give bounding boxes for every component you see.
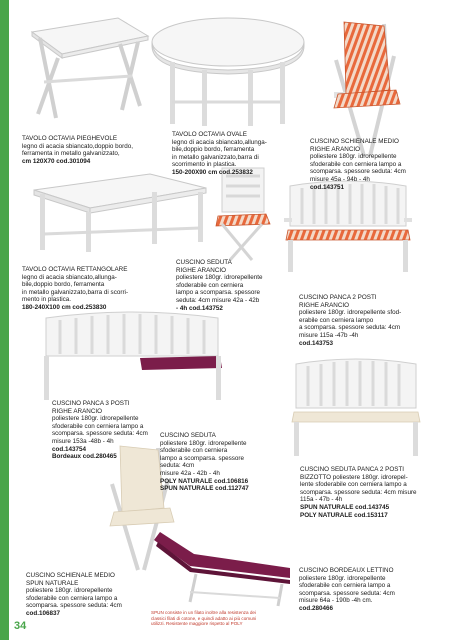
product-code: cod.106837 — [26, 609, 60, 617]
oval-table-image — [148, 10, 306, 128]
product-description: CUSCINO SEDUTA PANCA 2 POSTI BIZZOTTO poliestere 180gr. idrorepel- lente sfoderabile con cerniera lampo a scomparsa. spessore seduta: 4cm misure 115a - 47b - 4h — [300, 466, 417, 504]
product-code: cod.143754 Bordeaux cod.280465 — [52, 445, 117, 461]
product-description: TAVOLO OCTAVIA OVALE legno di acacia sbiancato,allunga- bile,doppio bordo, ferramenta in metallo galvanizzato,barra di scorrimento in plastica. — [172, 131, 267, 169]
product-code: - 4h cod.143752 — [176, 304, 223, 312]
product-description: CUSCINO SCHIENALE MEDIO RIGHE ARANCIO poliestere 180gr. idrorepellente sfoderabile con cerniera lampo a scomparsa. spessore seduta: 4cm misure 45a - 94b - 4h — [310, 138, 406, 183]
product-code: cod.143751 — [310, 183, 344, 191]
product-code: 180-240X100 cm cod.253830 — [22, 303, 107, 311]
product-description: CUSCINO SEDUTA RIGHE ARANCIO poliestere 180gr. idrorepellente sfoderabile con cerniera lampo a scomparsa. spessore seduta: 4cm misure 42a - 42b — [176, 259, 263, 304]
product-description: TAVOLO OCTAVIA RETTANGOLARE legno di acacia sbiancato,allunga- bile,doppio bordo, ferramenta in metallo galvanizzato,barra di scorri- mento in plastica. — [22, 266, 129, 304]
product-code: 150-200X90 cm cod.253832 — [172, 168, 253, 176]
spun-note: SPUN consiste in un filato inoltre alla resistenza dei classici filati di cotone, e quindi adatto ai più comuni utilizzi. Resistente maggiore rispetto al POLY — [151, 610, 257, 627]
chair-seat-cushion-image — [212, 166, 274, 262]
bench-2-seat-striped-image — [284, 178, 412, 274]
product-cuscino-seduta-spun — [160, 432, 286, 493]
bench-2-seat-natural-image — [290, 356, 422, 458]
product-cuscino-panca-2 — [299, 294, 433, 347]
product-cuscino-schienale-spun — [26, 572, 146, 618]
product-cuscino-seduta-righe — [176, 259, 296, 312]
lounger-bordeaux-image — [150, 528, 296, 610]
product-description: CUSCINO PANCA 2 POSTI RIGHE ARANCIO poliestere 180gr. idrorepellente sfod- erabile con cerniera lampo a scomparsa. spessore seduta: 4cm misure 115a -47b -4h — [299, 294, 402, 339]
green-side-bar — [0, 0, 9, 640]
folding-table-image — [28, 14, 152, 124]
product-code: cod.143753 — [299, 339, 333, 347]
rectangular-table-image — [30, 170, 210, 254]
product-description: CUSCINO SCHIENALE MEDIO SPUN NATURALE poliestere 180gr. idrorepellente sfoderabile con cerniera lampo a scomparsa. spessore seduta: 4cm — [26, 572, 122, 610]
product-cuscino-panca-3 — [52, 400, 164, 461]
product-description: CUSCINO PANCA 3 POSTI RIGHE ARANCIO poliestere 180gr. idrorepellente sfoderabile con cerniera lampo a scomparsa. spessore seduta: 4cm misure 153a -48b - 4h — [52, 400, 148, 445]
product-description: CUSCINO SEDUTA poliestere 180gr. idrorepellente sfoderabile con cerniera lampo a scomparsa. spessore seduta: 4cm misure 42a - 42b - 4h — [160, 432, 247, 477]
product-tavolo-pieghevole — [22, 135, 172, 165]
product-tavolo-ovale — [172, 131, 302, 177]
product-description: TAVOLO OCTAVIA PIEGHEVOLE legno di acacia sbiancato,doppio bordo, ferramenta in metallo galvanizzato, — [22, 135, 133, 158]
product-code: POLY NATURALE cod.106816 SPUN NATURALE cod.112747 — [160, 477, 249, 493]
page-number: 34 — [14, 620, 27, 632]
bench-3-seat-bordeaux-image — [40, 310, 226, 402]
product-description: CUSCINO BORDEAUX LETTINO poliestere 180gr. idrorepellente sfoderabile con cerniera lampo a scomparsa. spessore seduta: 4cm misure 64a - 190b -4h cm. — [299, 567, 395, 605]
product-code: SPUN NATURALE cod.143745 POLY NATURALE cod.153117 — [300, 503, 390, 519]
product-code: cod.280466 — [299, 604, 333, 612]
product-cuscino-schienale-medio — [310, 138, 438, 191]
product-cuscino-seduta-panca-2 — [300, 466, 440, 519]
product-tavolo-rettangolare — [22, 266, 162, 312]
product-code: cm 120X70 cod.301094 — [22, 157, 91, 165]
product-cuscino-bordeaux-lettino — [299, 567, 429, 613]
